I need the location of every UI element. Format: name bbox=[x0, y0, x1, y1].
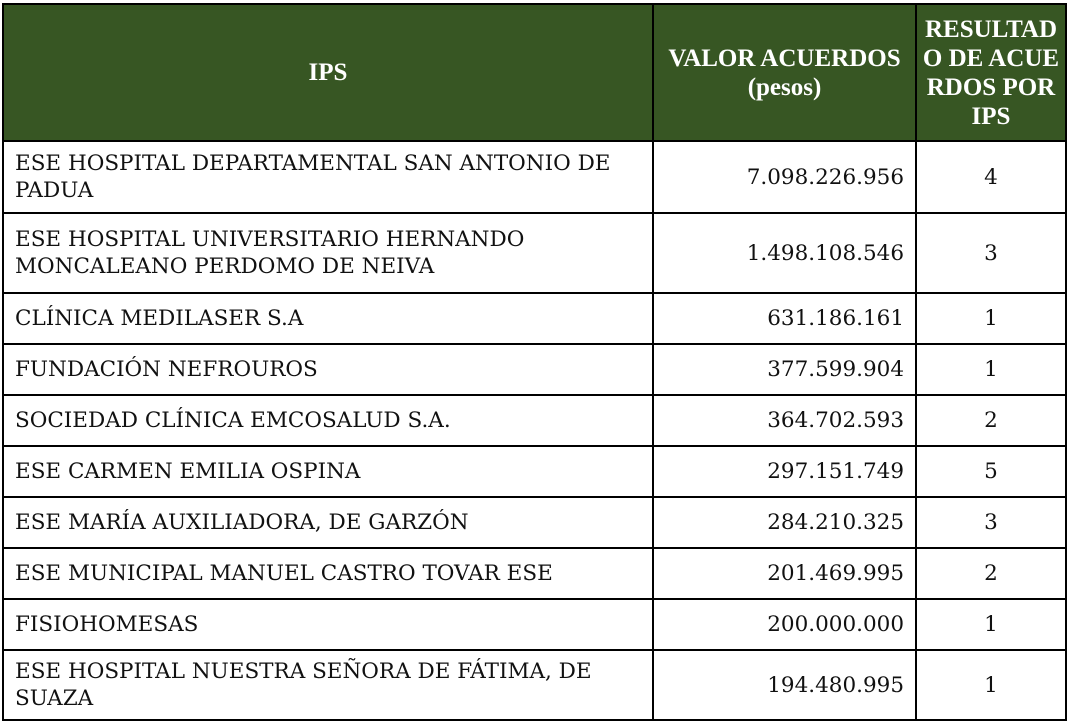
cell-resultado: 2 bbox=[916, 548, 1066, 599]
table-row bbox=[3, 213, 1066, 293]
table-row bbox=[3, 446, 1066, 497]
cell-ips: ESE HOSPITAL UNIVERSITARIO HERNANDO MONCALEANO PERDOMO DE NEIVA bbox=[3, 213, 653, 293]
cell-resultado: 3 bbox=[916, 497, 1066, 548]
table-row bbox=[3, 497, 1066, 548]
cell-valor: 7.098.226.956 bbox=[653, 141, 916, 213]
table-row bbox=[3, 650, 1066, 720]
cell-valor: 201.469.995 bbox=[653, 548, 916, 599]
cell-valor: 200.000.000 bbox=[653, 599, 916, 650]
cell-valor: 364.702.593 bbox=[653, 395, 916, 446]
table-row bbox=[3, 395, 1066, 446]
ips-agreements-table bbox=[2, 3, 1067, 721]
cell-ips: ESE HOSPITAL DEPARTAMENTAL SAN ANTONIO DE PADUA bbox=[3, 141, 653, 213]
cell-ips: FISIOHOMESAS bbox=[3, 599, 653, 650]
cell-resultado: 1 bbox=[916, 293, 1066, 344]
table-row bbox=[3, 293, 1066, 344]
table-row bbox=[3, 548, 1066, 599]
cell-valor: 1.498.108.546 bbox=[653, 213, 916, 293]
cell-ips: FUNDACIÓN NEFROUROS bbox=[3, 344, 653, 395]
header-resultado-acuerdos: RESULTADO DE ACUERDOS POR IPS bbox=[916, 4, 1066, 141]
cell-ips: CLÍNICA MEDILASER S.A bbox=[3, 293, 653, 344]
cell-resultado: 2 bbox=[916, 395, 1066, 446]
cell-ips: ESE CARMEN EMILIA OSPINA bbox=[3, 446, 653, 497]
cell-resultado: 1 bbox=[916, 650, 1066, 720]
ips-agreements-table-container bbox=[2, 3, 1067, 721]
cell-resultado: 3 bbox=[916, 213, 1066, 293]
table-row bbox=[3, 141, 1066, 213]
cell-valor: 297.151.749 bbox=[653, 446, 916, 497]
header-row bbox=[3, 4, 1066, 141]
header-ips: IPS bbox=[3, 4, 653, 141]
cell-valor: 631.186.161 bbox=[653, 293, 916, 344]
table-row bbox=[3, 599, 1066, 650]
cell-ips: SOCIEDAD CLÍNICA EMCOSALUD S.A. bbox=[3, 395, 653, 446]
cell-resultado: 5 bbox=[916, 446, 1066, 497]
cell-ips: ESE MUNICIPAL MANUEL CASTRO TOVAR ESE bbox=[3, 548, 653, 599]
cell-resultado: 4 bbox=[916, 141, 1066, 213]
cell-valor: 377.599.904 bbox=[653, 344, 916, 395]
cell-valor: 194.480.995 bbox=[653, 650, 916, 720]
table-row bbox=[3, 344, 1066, 395]
cell-resultado: 1 bbox=[916, 599, 1066, 650]
cell-ips: ESE MARÍA AUXILIADORA, DE GARZÓN bbox=[3, 497, 653, 548]
header-valor-acuerdos: VALOR ACUERDOS (pesos) bbox=[653, 4, 916, 141]
cell-ips: ESE HOSPITAL NUESTRA SEÑORA DE FÁTIMA, DE SUAZA bbox=[3, 650, 653, 720]
cell-valor: 284.210.325 bbox=[653, 497, 916, 548]
cell-resultado: 1 bbox=[916, 344, 1066, 395]
